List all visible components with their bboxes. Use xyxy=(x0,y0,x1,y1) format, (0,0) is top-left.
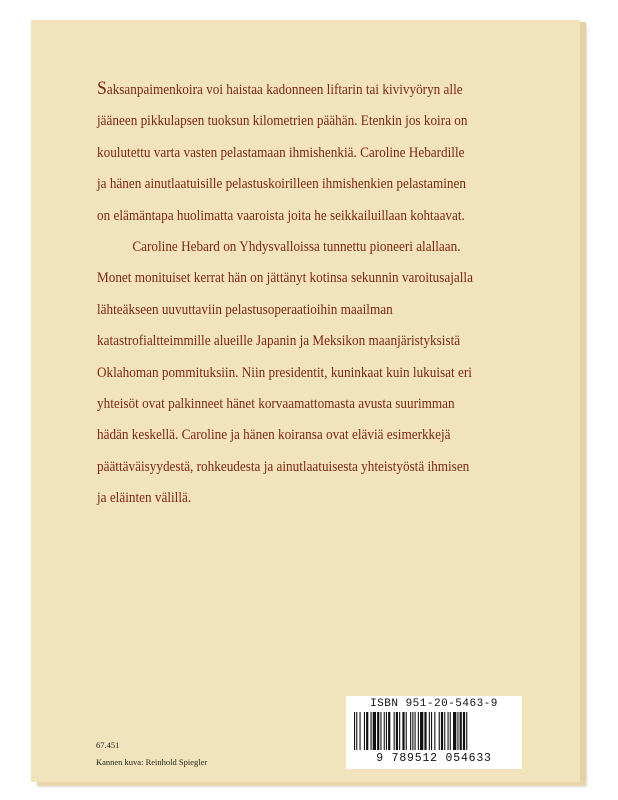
blurb-line: ja hänen ainutlaatuisille pelastuskoirilleen ihmishenkien pelastaminen xyxy=(97,176,466,193)
blurb-line: koulutettu varta vasten pelastamaan ihmishenkiä. Caroline Hebardille xyxy=(97,144,465,161)
blurb-text xyxy=(97,73,488,515)
blurb-line: lähteäkseen uuvuttaviin pelastusoperaatioihin maailman xyxy=(97,301,393,318)
blurb-line: Oklahoman pommituksiin. Niin presidentit, kuninkaat kuin lukuisat eri xyxy=(97,364,472,381)
blurb-line: aksanpaimenkoira voi haistaa kadonneen liftarin tai kivivyöryn alle xyxy=(106,82,463,98)
cover-credit: Kannen kuva: Reinhold Spiegler xyxy=(96,757,208,767)
blurb-line: ja eläinten välillä. xyxy=(97,490,192,507)
isbn-text: ISBN 951-20-5463-9 xyxy=(370,698,498,710)
blurb-line: Monet monituiset kerrat hän on jättänyt kotinsa sekunnin varoitusajalla xyxy=(97,270,473,287)
blurb-line: yhteisöt ovat palkinneet hänet korvaamattomasta avusta suurimman xyxy=(97,396,455,413)
blurb-line: jääneen pikkulapsen tuoksun kilometrien päähän. Etenkin jos koira on xyxy=(97,113,468,130)
blurb-line: on elämäntapa huolimatta vaaroista joita he seikkailuillaan kohtaavat. xyxy=(97,207,465,224)
ean-digits: 9 789512 054633 xyxy=(376,752,492,765)
blurb-line: päättäväisyydestä, rohkeudesta ja ainutlaatuisesta yhteistyöstä ihmisen xyxy=(97,458,470,475)
blurb-line: hädän keskellä. Caroline ja hänen koiransa ovat eläviä esimerkkejä xyxy=(97,427,451,444)
blurb-line: Caroline Hebard on Yhdysvalloissa tunnettu pioneeri alallaan. xyxy=(132,239,461,256)
cover-edge xyxy=(580,22,586,780)
barcode-icon xyxy=(354,712,514,754)
blurb-line: katastrofialtteimmille alueille Japanin ja Meksikon maanjäristyksistä xyxy=(97,333,461,350)
blurb-paragraph-2 xyxy=(97,232,488,515)
blurb-paragraph-1 xyxy=(97,73,488,232)
blurb-initial: S xyxy=(97,78,107,99)
barcode-label xyxy=(346,696,522,769)
product-code: 67.451 xyxy=(96,740,120,750)
